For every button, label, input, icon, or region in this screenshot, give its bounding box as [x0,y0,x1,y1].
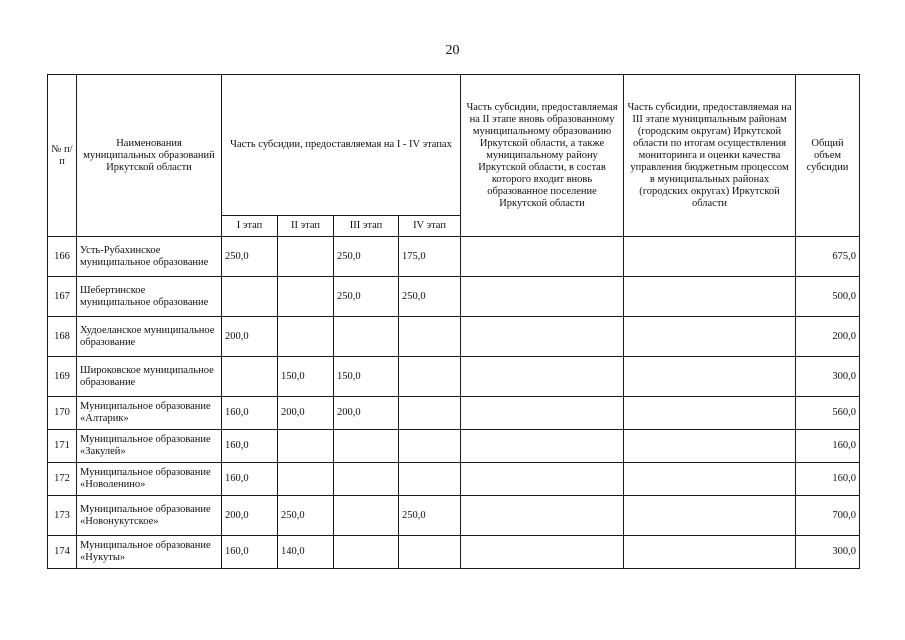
municipality-name: Муниципальное образование «Новоленино» [77,463,222,496]
subsidy-table [47,74,860,569]
stage2-new-value [461,357,624,397]
table-row [48,237,860,277]
stage-4-value [399,397,461,430]
stage2-new-value [461,463,624,496]
table-row [48,430,860,463]
municipality-name: Муниципальное образование «Новонукутское» [77,496,222,536]
table-header [48,75,860,237]
stage-2-value: 150,0 [278,357,334,397]
total-value: 700,0 [796,496,860,536]
row-number: 170 [48,397,77,430]
stage2-new-value [461,317,624,357]
table-row [48,496,860,536]
stage-2-value [278,463,334,496]
stage-3-value [334,430,399,463]
stage-4-value: 250,0 [399,496,461,536]
municipality-name: Шебертинское муниципальное образование [77,277,222,317]
total-value: 500,0 [796,277,860,317]
stage-3-value: 250,0 [334,237,399,277]
stage3-districts-value [624,237,796,277]
total-value: 300,0 [796,357,860,397]
stage2-new-value [461,277,624,317]
row-number: 172 [48,463,77,496]
total-value: 160,0 [796,463,860,496]
col-header-name: Наименования муниципальных образований Иркутской области [77,75,222,237]
stage-1-value: 160,0 [222,430,278,463]
row-number: 168 [48,317,77,357]
row-number: 169 [48,357,77,397]
page-number: 20 [445,43,460,58]
col-header-total: Общий объем субсидии [796,75,860,237]
col-header-stage-3: III этап [334,216,399,237]
stage-1-value: 160,0 [222,463,278,496]
stage-4-value: 250,0 [399,277,461,317]
stage-1-value [222,357,278,397]
table-row [48,397,860,430]
stage3-districts-value [624,317,796,357]
row-number: 166 [48,237,77,277]
municipality-name: Худоеланское муниципальное образование [77,317,222,357]
table-row [48,463,860,496]
total-value: 675,0 [796,237,860,277]
stage3-districts-value [624,463,796,496]
row-number: 173 [48,496,77,536]
row-number: 167 [48,277,77,317]
stage-4-value [399,430,461,463]
stage2-new-value [461,430,624,463]
stage-3-value [334,536,399,569]
stage-3-value: 200,0 [334,397,399,430]
col-header-no: № п/п [48,75,77,237]
stage2-new-value [461,237,624,277]
stage-2-value: 250,0 [278,496,334,536]
stage3-districts-value [624,430,796,463]
stage-3-value [334,463,399,496]
col-header-stage-4: IV этап [399,216,461,237]
stage-4-value [399,536,461,569]
stage-1-value: 160,0 [222,397,278,430]
stage-1-value: 160,0 [222,536,278,569]
municipality-name: Широковское муниципальное образование [77,357,222,397]
stage-4-value [399,317,461,357]
col-header-stage-1: I этап [222,216,278,237]
stage3-districts-value [624,397,796,430]
table-row [48,317,860,357]
stage-1-value: 250,0 [222,237,278,277]
row-number: 174 [48,536,77,569]
total-value: 300,0 [796,536,860,569]
row-number: 171 [48,430,77,463]
stage-3-value: 250,0 [334,277,399,317]
total-value: 160,0 [796,430,860,463]
municipality-name: Усть-Рубахинское муниципальное образование [77,237,222,277]
stage-3-value [334,317,399,357]
table-row [48,536,860,569]
stage-3-value [334,496,399,536]
stage2-new-value [461,496,624,536]
stage-1-value: 200,0 [222,496,278,536]
stage-4-value [399,357,461,397]
stage-4-value [399,463,461,496]
col-header-stages: Часть субсидии, предоставляемая на I - IV этапах [222,75,461,216]
stage-3-value: 150,0 [334,357,399,397]
total-value: 560,0 [796,397,860,430]
stage-1-value [222,277,278,317]
stage-2-value [278,430,334,463]
col-header-stage2-new: Часть субсидии, предоставляемая на II этапе вновь образованному муниципальному образованию Иркутской области, а также муниципальному району Иркутской области, в состав которого входит вновь образованное поселение Иркутской области [461,75,624,237]
stage-1-value: 200,0 [222,317,278,357]
total-value: 200,0 [796,317,860,357]
table-row [48,277,860,317]
stage-2-value: 140,0 [278,536,334,569]
stage3-districts-value [624,496,796,536]
stage2-new-value [461,536,624,569]
stage2-new-value [461,397,624,430]
table-row [48,357,860,397]
stage3-districts-value [624,357,796,397]
stage-2-value [278,277,334,317]
header-row-main [48,75,860,216]
stage-4-value: 175,0 [399,237,461,277]
stage-2-value [278,317,334,357]
municipality-name: Муниципальное образование «Нукуты» [77,536,222,569]
stage-2-value [278,237,334,277]
stage-2-value: 200,0 [278,397,334,430]
col-header-stage-2: II этап [278,216,334,237]
col-header-stage3-districts: Часть субсидии, предоставляемая на III этапе муниципальным районам (городским округам) Иркутской области по итогам осуществления мониторинга и оценки качества управления бюджетным процессом в муниципальных районах (городских округах) Иркутской области [624,75,796,237]
municipality-name: Муниципальное образование «Закулей» [77,430,222,463]
table-body [48,237,860,569]
stage3-districts-value [624,277,796,317]
stage3-districts-value [624,536,796,569]
municipality-name: Муниципальное образование «Алтарик» [77,397,222,430]
